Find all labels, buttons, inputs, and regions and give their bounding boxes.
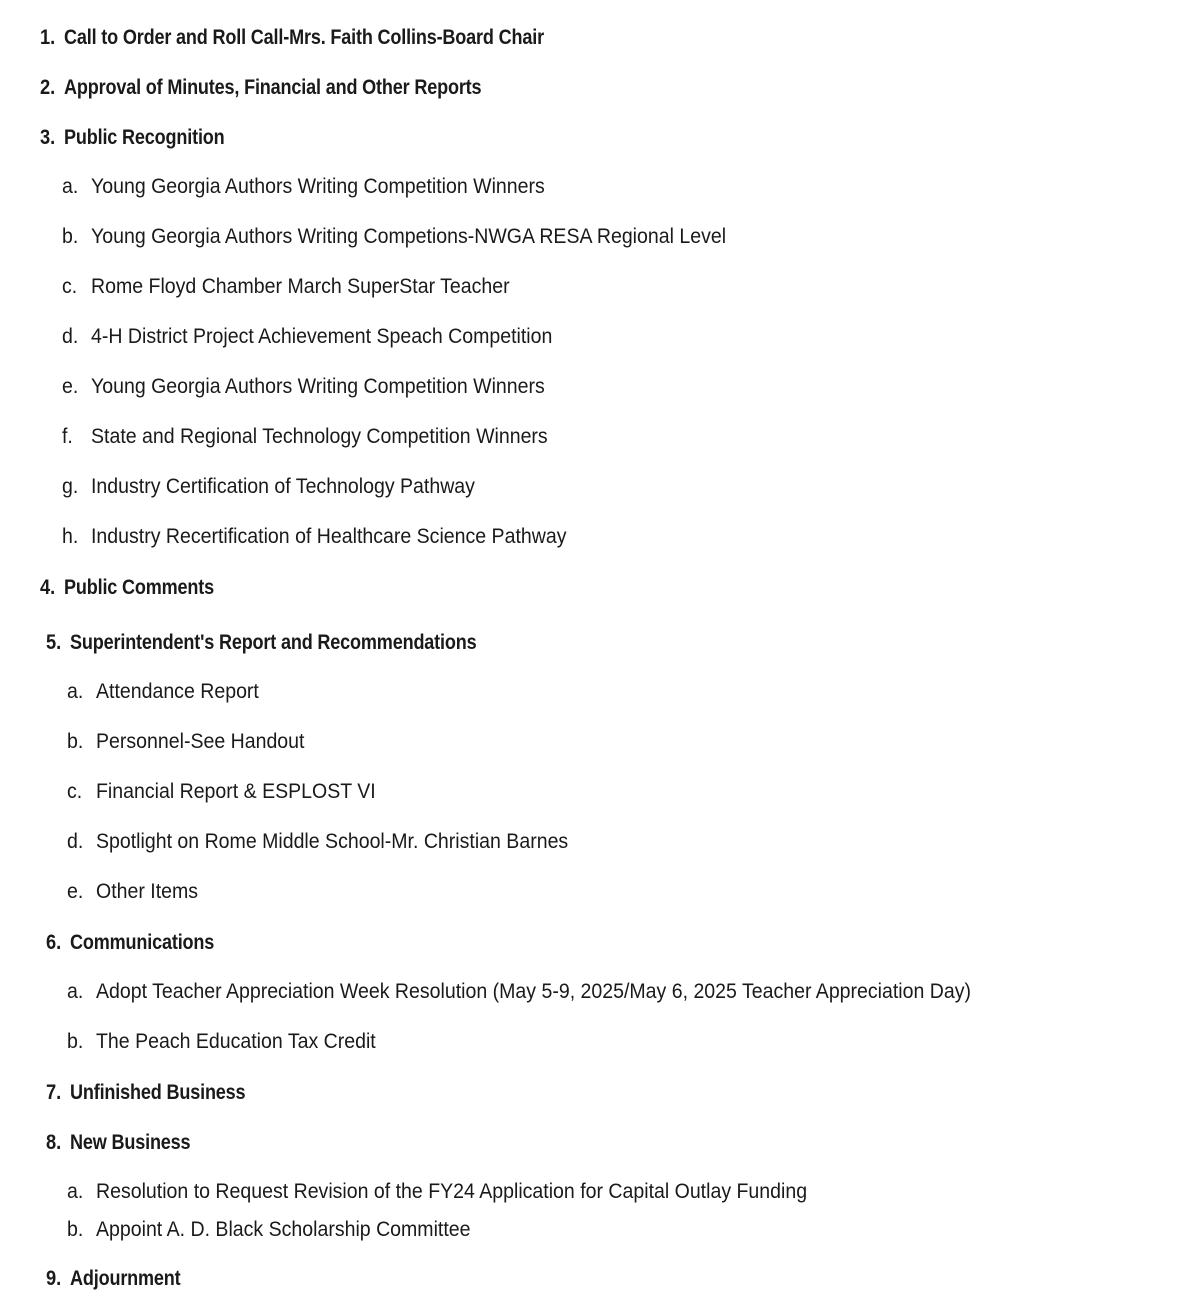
item-label: Adjournment — [70, 1266, 181, 1290]
subitem-label: Resolution to Request Revision of the FY24 Application for Capital Outlay Funding — [96, 1180, 808, 1203]
subitem-label: Industry Certification of Technology Pathway — [91, 475, 475, 498]
item-label: Approval of Minutes, Financial and Other Reports — [64, 75, 482, 99]
agenda-subitem — [0, 1178, 1193, 1206]
agenda-subitem — [0, 223, 1193, 251]
agenda-item-group — [0, 23, 1193, 51]
item-number: 6. — [46, 930, 62, 954]
subitem-label: Young Georgia Authors Writing Competition Winners — [91, 375, 545, 398]
subitem-label: Other Items — [96, 880, 199, 903]
item-number: 7. — [46, 1080, 62, 1104]
subitem-letter: b. — [62, 225, 79, 248]
agenda-item-group — [0, 123, 1193, 551]
agenda-subitem — [0, 1216, 1193, 1244]
subitem-label: Adopt Teacher Appreciation Week Resolution (May 5-9, 2025/May 6, 2025 Teacher Appreciation Day) — [96, 980, 972, 1003]
agenda-item-group — [0, 1078, 1193, 1106]
subitem-letter: d. — [62, 325, 79, 348]
agenda-subitem — [0, 473, 1193, 501]
subitem-letter: a. — [67, 680, 84, 703]
item-label: Public Recognition — [64, 125, 225, 149]
item-number: 1. — [40, 25, 56, 49]
subitem-label: Spotlight on Rome Middle School-Mr. Christian Barnes — [96, 830, 569, 853]
item-label: Superintendent's Report and Recommendations — [70, 630, 477, 654]
agenda-subitem — [0, 728, 1193, 756]
agenda-subitem — [0, 828, 1193, 856]
agenda-subitem — [0, 423, 1193, 451]
agenda-subitem — [0, 273, 1193, 301]
agenda-subitem — [0, 323, 1193, 351]
item-number: 2. — [40, 75, 56, 99]
subitem-letter: c. — [62, 275, 78, 298]
subitem-label: Appoint A. D. Black Scholarship Committee — [96, 1218, 471, 1241]
agenda-subitem — [0, 523, 1193, 551]
agenda-item — [0, 1128, 1193, 1156]
agenda-item — [0, 123, 1193, 151]
subitem-letter: f. — [62, 425, 73, 448]
subitem-label: Young Georgia Authors Writing Competions-NWGA RESA Regional Level — [91, 225, 727, 248]
subitem-letter: h. — [62, 525, 79, 548]
agenda-item-group — [0, 628, 1193, 906]
subitem-letter: b. — [67, 1030, 84, 1053]
agenda-item-group — [0, 73, 1193, 101]
agenda-subitem — [0, 878, 1193, 906]
item-number: 4. — [40, 575, 56, 599]
agenda-subitem — [0, 173, 1193, 201]
item-label: Unfinished Business — [70, 1080, 246, 1104]
subitem-letter: e. — [62, 375, 79, 398]
agenda-subitem — [0, 778, 1193, 806]
subitem-letter: b. — [67, 730, 84, 753]
subitem-letter: a. — [67, 980, 84, 1003]
agenda-item — [0, 1078, 1193, 1106]
subitem-label: State and Regional Technology Competition Winners — [91, 425, 548, 448]
item-label: Communications — [70, 930, 215, 954]
agenda-subitem — [0, 373, 1193, 401]
agenda-item — [0, 73, 1193, 101]
agenda-subitem — [0, 678, 1193, 706]
item-label: Call to Order and Roll Call-Mrs. Faith Collins-Board Chair — [64, 25, 544, 49]
subitem-label: Industry Recertification of Healthcare Science Pathway — [91, 525, 567, 548]
agenda-item — [0, 573, 1193, 601]
subitem-label: Financial Report & ESPLOST VI — [96, 780, 376, 803]
agenda-item-group — [0, 1264, 1193, 1292]
subitem-letter: g. — [62, 475, 79, 498]
agenda-item — [0, 1264, 1193, 1292]
agenda-item — [0, 628, 1193, 656]
subitem-label: The Peach Education Tax Credit — [96, 1030, 376, 1053]
subitem-letter: d. — [67, 830, 84, 853]
subitem-label: Personnel-See Handout — [96, 730, 305, 753]
agenda-subitem — [0, 1028, 1193, 1056]
item-number: 5. — [46, 630, 62, 654]
agenda-item — [0, 928, 1193, 956]
subitem-letter: e. — [67, 880, 84, 903]
agenda-item-group — [0, 573, 1193, 601]
agenda-item — [0, 23, 1193, 51]
subitem-label: Young Georgia Authors Writing Competition Winners — [91, 175, 545, 198]
subitem-letter: a. — [62, 175, 79, 198]
subitem-letter: c. — [67, 780, 83, 803]
item-number: 8. — [46, 1130, 62, 1154]
subitem-label: Rome Floyd Chamber March SuperStar Teacher — [91, 275, 510, 298]
agenda-item-group — [0, 928, 1193, 1056]
agenda-subitem — [0, 978, 1193, 1006]
subitem-label: 4-H District Project Achievement Speach Competition — [91, 325, 553, 348]
item-label: New Business — [70, 1130, 191, 1154]
subitem-label: Attendance Report — [96, 680, 259, 703]
subitem-letter: a. — [67, 1180, 84, 1203]
agenda-item-group — [0, 1128, 1193, 1244]
item-label: Public Comments — [64, 575, 215, 599]
item-number: 9. — [46, 1266, 62, 1290]
item-number: 3. — [40, 125, 56, 149]
subitem-letter: b. — [67, 1218, 84, 1241]
